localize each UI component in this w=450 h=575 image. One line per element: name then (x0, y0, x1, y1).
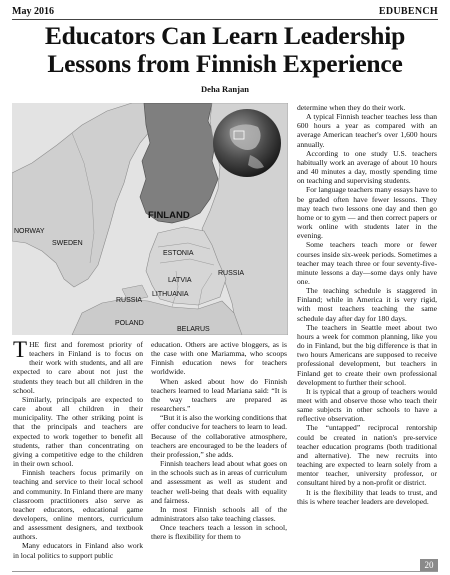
paragraph: Similarly, principals are expected to care about all children in their municipality. The other striking point is that the principals and teachers are expected to work together to benefit all students, rather than concentrating on giving a competitive edge to the children in their own school. (13, 394, 143, 469)
label-latvia: LATVIA (168, 277, 192, 284)
label-norway: NORWAY (14, 228, 45, 235)
label-estonia: ESTONIA (163, 250, 194, 257)
paragraph: The teaching schedule is staggered in Finland; while in America it is very rigid, with most teachers teaching the same schedule day after day for 180 days. (297, 286, 437, 323)
article-column-2 (151, 340, 287, 566)
issue-date: May 2016 (12, 6, 54, 17)
footer-rule (12, 571, 438, 572)
paragraph: The teachers in Seattle meet about two hours a week for common planning, like you do in Finland, but the big difference is that in two hours Americans are supposed to receive professional development, but teachers in Finland get to create their own professional development to further their school. (297, 322, 437, 387)
header-rule (12, 19, 438, 20)
label-belarus: BELARUS (177, 326, 210, 333)
nordic-map-image (12, 103, 288, 335)
publication-name: EDUBENCH (378, 6, 438, 17)
paragraph: It is the flexibility that leads to trust, and this is where teacher leaders are developed. (297, 487, 437, 506)
paragraph: education. Others are active bloggers, as is the case with one Mariamma, who scoops Finnish education news for teachers worldwide. (151, 340, 287, 377)
paragraph: Finnish teachers lead about what goes on in the schools such as in areas of curriculum and assessment as well as student and teacher well-being that deals with equality and fairness. (151, 459, 287, 505)
paragraph: It is typical that a group of teachers would meet with and observe those who teach their same subjects in other schools to have a reflective observation. (297, 386, 437, 424)
label-russia-west: RUSSIA (116, 297, 143, 304)
paragraph-text: HE first and foremost priority of teachers in Finland is to focus on their work with students, and all are expected to care about not just the students they teach but all children in the school. (13, 340, 143, 395)
paragraph: Many educators in Finland also work in local politics to support public (13, 541, 143, 560)
article-column-3 (297, 103, 437, 566)
paragraph: determine when they do their work. (297, 103, 406, 112)
paragraph (13, 340, 143, 395)
author-byline: Deha Ranjan (201, 84, 249, 94)
page-header (12, 6, 438, 18)
title-line-1: Educators Can Learn Leadership (44, 21, 406, 50)
paragraph: Finnish teachers focus primarily on teaching and service to their local school and community. In Finland there are many classroom practitioners also serve as teacher educators, educational game developers, online mentors, curriculum and assessment designers, and textbook authors. (13, 468, 143, 542)
paragraph: For language teachers many essays have to be graded often have fewer lessons. They may teach two lessons one day and then go home or to gym — and then correct papers or work online with students later in the evening. (297, 185, 437, 241)
paragraph: “But it is also the working conditions that offer conducive for teachers to learn to lead. Because of the collaborative atmosphere, teachers are encouraged to be the leaders of their profession,” she adds. (151, 413, 287, 459)
paragraph: Some teachers teach more or fewer courses inside six-week periods. Sometimes a teacher may teach three or four seventy-five-minute lessons a day—some days only have one. (297, 240, 437, 286)
page-number: 20 (420, 559, 438, 571)
paragraph: A typical Finnish teacher teaches less than 600 hours a year as compared with an average American teacher's over 1,600 hours annually. (297, 112, 437, 149)
paragraph: According to one study U.S. teachers habitually work an average of about 10 hours and 40 minutes a day, mostly spending time on teaching and supervising students. (297, 148, 437, 186)
drop-cap: T (13, 340, 28, 362)
paragraph: In most Finnish schools all of the administrators also take teaching classes. (151, 504, 287, 523)
paragraph: Once teachers teach a lesson in school, there is flexibility for them to (151, 523, 287, 542)
article-title (12, 22, 438, 78)
article-column-1 (13, 340, 143, 566)
label-lithuania: LITHUANIA (152, 291, 189, 298)
title-line-2: Lessons from Finnish Experience (47, 49, 403, 78)
label-russia-east: RUSSIA (218, 270, 245, 277)
paragraph: The “untapped” reciprocal rentorship could be created in nation's pre-service teacher education programs (both traditional and alternative). The new recruits into teaching are expected to learn solely from a mentor teacher, university professor, or consultant hired by a non-profit or district. (297, 423, 437, 488)
label-finland: FINLAND (148, 210, 190, 221)
label-poland: POLAND (115, 320, 144, 327)
map-svg (12, 103, 288, 335)
label-sweden: SWEDEN (52, 240, 83, 247)
paragraph: When asked about how do Finnish teachers learned to lead Mariana said: “It is the way teachers are prepared as researchers.” (151, 376, 287, 414)
